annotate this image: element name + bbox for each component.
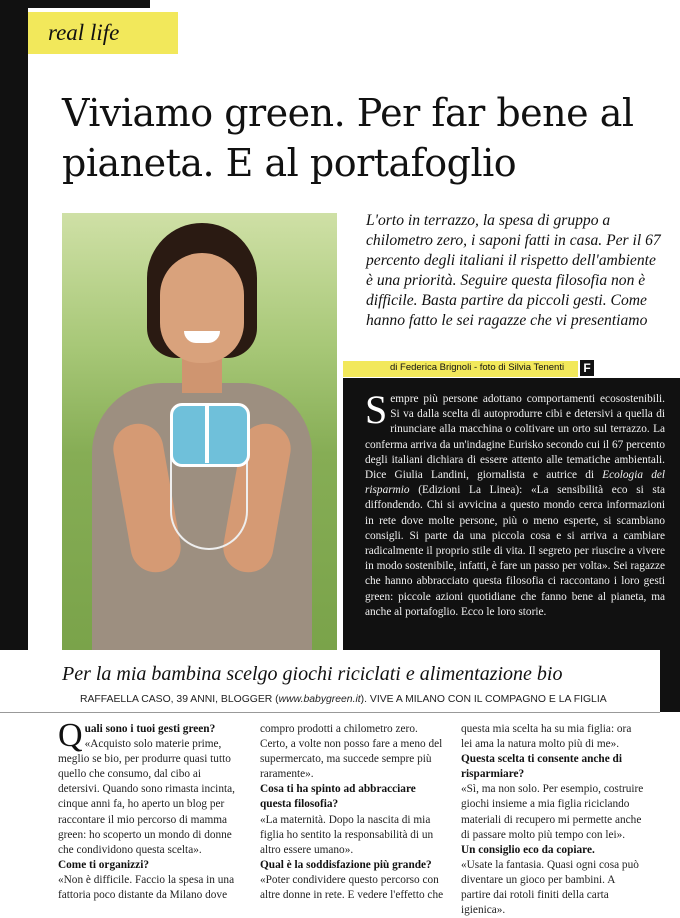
headline: Viviamo green. Per far bene al pianeta. E al portafoglio: [62, 91, 634, 185]
left-black-bar: [0, 0, 28, 650]
answer: «La maternità. Dopo la nascita di mia figlia ho sentito la responsabilità di un altro essere umano».: [260, 813, 434, 856]
answer: «Poter condividere questo percorso con altre donne in rete. E vedere l'effetto che: [260, 873, 444, 902]
answer: compro prodotti a chilometro zero. Certo, a volte non posso fare a meno del supermercato, ma succede sempre più raramente».: [260, 723, 443, 781]
question: Questa scelta ti consente anche di risparmiare?: [461, 753, 622, 781]
question: Qual è la soddisfazione più grande?: [260, 858, 432, 871]
profile-meta: RAFFAELLA CASO, 39 ANNI, BLOGGER (www.babygreen.it). VIVE A MILANO CON IL COMPAGNO E LA FIGLIA: [80, 694, 607, 705]
section-tag: [28, 12, 178, 54]
right-black-bar: [660, 650, 680, 712]
intro-text: L'orto in terrazzo, la spesa di gruppo a chilometro zero, i saponi fatti in casa. Per il 67 percento degli italiani il rispetto dell'ambiente è una priorità. Seguire questa filosofia non è difficile. Basta partire da piccoli gesti. Come hanno fatto le sei ragazze che vi presentiamo: [366, 212, 661, 329]
interview-column-3: [461, 722, 645, 918]
body-dropcap: S: [365, 387, 388, 432]
interview-dropcap: Q: [58, 717, 83, 754]
body-text: Sempre più persone adottano comportamenti ecosostenibili. Si va dalla scelta di autoprodurre cibi e detersivi a quella di rinunciare alla macchina o coltivare un orto sul terrazzo. La conferma arriva da un'indagine Eurisko secondo cui il 67 percento degli italiani dichiara di essere attento alle tematiche ambientali. Dice Giulia Landini, giornalista e autrice di Ecologia del risparmio (Edizioni La Linea): «La sensibilità eco si sta diffondendo. Chi si avvicina a questo mondo cerca informazioni in rete dove molte persone, più o meno esperte, si scambiano consigli. Si parte da una piccola cosa e si arriva a cambiare radicalmente il proprio stile di vita. Il segreto per riuscire a vivere in modo sostenibile, infatti, è fare un passo per volta». Sei ragazze che hanno abbracciato questa filosofia ci raccontano i loro gesti green: piccole azioni quotidiane che fanno bene al pianeta, ma anche al portafoglio. Ecco le loro storie.: [365, 387, 665, 618]
answer: «Sì, ma non solo. Per esempio, costruire giochi insieme a mia figlia riciclando materiali di recupero mi permette anche di passare molto più tempo con lei».: [461, 783, 644, 841]
interview-column-1: [58, 717, 242, 903]
blog-link: www.babygreen.it: [278, 694, 361, 705]
portrait-photo: [62, 213, 337, 650]
book-title: Ecologia del risparmio: [365, 469, 665, 497]
answer: questa mia scelta ha su mia figlia: ora lei ama la natura molto più di me».: [461, 723, 632, 751]
magazine-logo-icon: F: [580, 360, 594, 376]
answer: «Usate la fantasia. Quasi ogni cosa può diventare un gioco per bambini. A partire dai rotoli finiti della carta igienica».: [461, 858, 639, 917]
interview-column-2: [260, 722, 444, 903]
question: Come ti organizzi?: [58, 858, 149, 871]
toy-binoculars: [170, 403, 250, 467]
divider: [0, 712, 660, 713]
byline: di Federica Brignoli - foto di Silvia Tenenti: [390, 362, 565, 373]
question: uali sono i tuoi gesti green?: [84, 723, 216, 735]
answer: «Non è difficile. Faccio la spesa in una fattoria poco distante da Milano dove: [58, 873, 235, 902]
question: Cosa ti ha spinto ad abbracciare questa filosofia?: [260, 783, 416, 811]
section-label: real life: [48, 20, 120, 45]
answer: «Acquisto solo materie prime, meglio se bio, per produrre quasi tutto quello che consumo, dal cibo ai detersivi. Quando sono rimasta incinta, cinque anni fa, ho aperto un blog per raccontare il mio percorso di mamma green: ho scoperto un mondo di donne che condividono questa scelta».: [58, 738, 235, 856]
question: Un consiglio eco da copiare.: [461, 843, 595, 856]
profile-subhead: Per la mia bambina scelgo giochi riciclati e alimentazione bio: [62, 663, 563, 685]
